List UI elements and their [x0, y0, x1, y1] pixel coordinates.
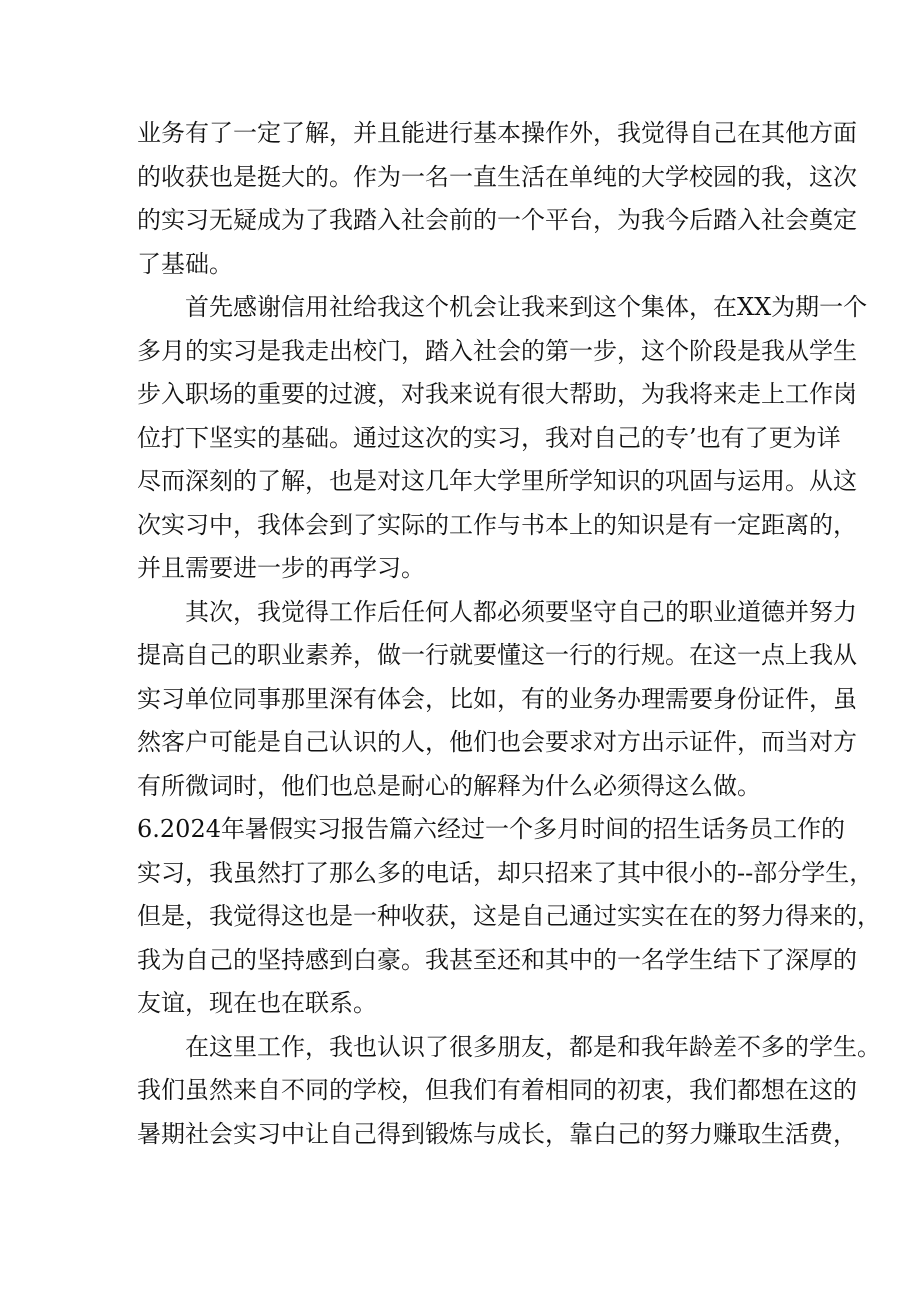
text-line: 暑期社会实习中让自己得到锻炼与成长，靠白己的努力赚取生活费， — [137, 1119, 857, 1148]
text-line: 实习，我虽然打了那么多的电话，却只招来了其中很小的--部分学生， — [137, 858, 874, 887]
text-line: 我为自己的坚持感到白豪。我甚至还和其中的一名学生结下了深厚的 — [137, 945, 857, 974]
text-line: 多月的实习是我走出校门，踏入社会的第一步，这个阶段是我从学生 — [137, 336, 857, 365]
text-line: 业务有了一定了解，并且能进行基本操作外，我觉得自己在其他方面 — [137, 119, 857, 147]
text-line: 位打下坚实的基础。通过这次的实习，我对自己的专’也有了更为详 — [137, 423, 841, 452]
text-line: 首先感谢信用社给我这个机会让我来到这个集体，在XX为期一个 — [185, 293, 868, 321]
text-line: 次实习中，我体会到了实际的工作与书本上的知识是有一定距离的， — [137, 510, 857, 539]
text-line: 实习单位同事那里深有体会，比如，有的业务办理需要身份证件，虽 — [137, 684, 857, 713]
document-body — [137, 112, 881, 1156]
text-line: 我们虽然来自不同的学校，但我们有着相同的初衷，我们都想在这的 — [137, 1076, 857, 1104]
text-line: 并且需要进一步的再学习。 — [137, 554, 425, 582]
text-line: 友谊，现在也在联系。 — [137, 989, 377, 1017]
text-line: 的实习无疑成为了我踏入社会前的一个平台，为我今后踏入社会奠定 — [137, 206, 857, 234]
text-line: 提高自己的职业素养，做一行就要懂这一行的行规。在这一点上我从 — [137, 641, 857, 669]
text-line: 的收获也是挺大的。作为一名一直生活在单纯的大学校园的我，这次 — [137, 162, 857, 191]
text-line: 6.2024年暑假实习报告篇六经过一个多月时间的招生话务员工作的 — [137, 815, 845, 843]
text-line: 在这里工作，我也认识了很多朋友，都是和我年龄差不多的学生。 — [185, 1032, 881, 1061]
text-line: 有所微词时，他们也总是耐心的解释为什么必须得这么做。 — [137, 771, 761, 800]
text-line: 但是，我觉得这也是一种收获，这是自己通过实实在在的努力得来的， — [137, 902, 881, 930]
text-line: 尽而深刻的了解，也是对这几年大学里所学知识的巩固与运用。从这 — [137, 467, 857, 495]
text-line: 然客户可能是自己认识的人，他们也会要求对方出示证件，而当对方 — [137, 728, 857, 756]
text-line: 步入职场的重要的过渡，对我来说有很大帮助，为我将来走上工作岗 — [137, 380, 857, 408]
text-line: 了基础。 — [137, 249, 233, 278]
text-line: 其次，我觉得工作后任何人都必须要坚守自己的职业道德并努力 — [185, 597, 857, 626]
